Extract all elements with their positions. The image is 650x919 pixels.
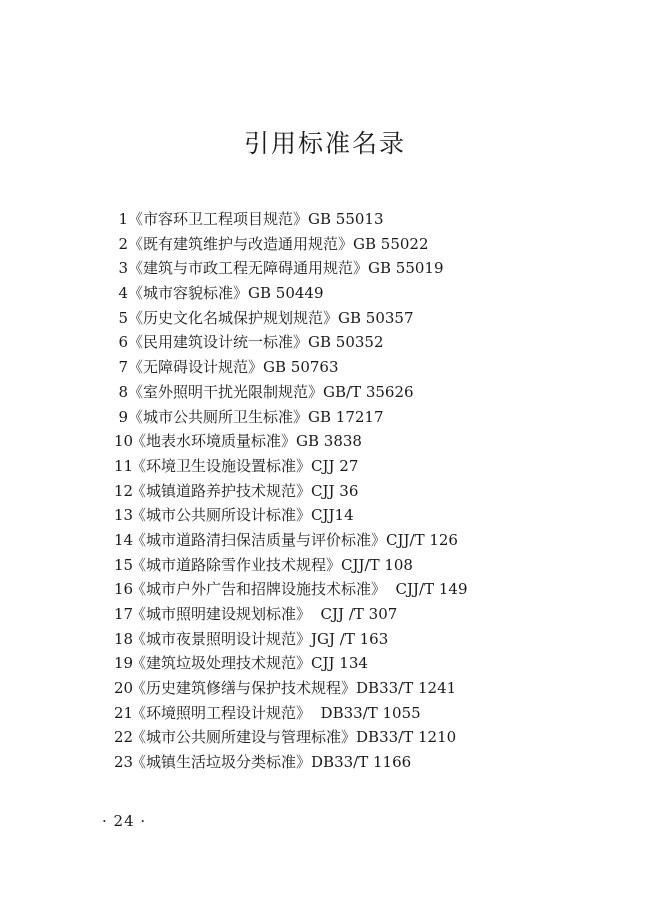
reference-number: 11 (114, 456, 134, 475)
reference-number: 20 (114, 679, 134, 698)
reference-code: GB 55022 (353, 234, 429, 253)
reference-item (114, 207, 468, 232)
reference-title: 《城镇生活垃圾分类标准》 (131, 753, 312, 772)
reference-title: 《民用建筑设计统一标准》 (128, 333, 309, 352)
reference-item (114, 676, 468, 701)
reference-item (114, 577, 468, 602)
reference-code: CJJ/T 149 (386, 580, 468, 599)
reference-title: 《历史建筑修缮与保护技术规程》 (131, 679, 357, 698)
reference-item (114, 479, 468, 504)
reference-title: 《城镇道路养护技术规范》 (131, 481, 312, 500)
reference-item (114, 232, 468, 257)
reference-code: DB33/T 1166 (311, 753, 412, 772)
reference-title: 《市容环卫工程项目规范》 (128, 210, 309, 228)
reference-item (114, 256, 468, 281)
reference-item (114, 627, 468, 652)
reference-item (114, 750, 468, 775)
reference-number: 23 (114, 753, 134, 772)
reference-number: 2 (118, 234, 128, 253)
reference-number: 15 (114, 555, 134, 574)
reference-number: 17 (114, 605, 134, 623)
reference-code: GB 55019 (368, 259, 444, 278)
reference-code: CJJ/T 108 (341, 555, 413, 574)
reference-code: DB33/T 1055 (311, 703, 421, 722)
reference-item (114, 701, 468, 726)
reference-title: 《城市公共厕所卫生标准》 (128, 407, 309, 426)
reference-item (114, 281, 468, 306)
reference-code: GB/T 35626 (323, 382, 414, 401)
reference-title: 《既有建筑维护与改造通用规范》 (128, 234, 354, 253)
reference-number: 19 (114, 654, 134, 673)
reference-item (114, 330, 468, 355)
reference-number: 10 (114, 432, 134, 451)
reference-item (114, 405, 468, 430)
reference-number: 18 (114, 629, 134, 648)
reference-number: 9 (118, 407, 128, 426)
reference-title: 《城市容貌标准》 (128, 284, 249, 303)
reference-title: 《室外照明干扰光限制规范》 (128, 382, 324, 401)
reference-code: CJJ14 (311, 506, 354, 525)
reference-number: 13 (114, 506, 134, 525)
reference-number: 14 (114, 530, 134, 549)
reference-title: 《建筑与市政工程无障碍通用规范》 (128, 259, 369, 278)
reference-item (114, 651, 468, 676)
reference-title: 《城市夜景照明设计规范》 (131, 629, 312, 648)
reference-item (114, 528, 468, 553)
reference-code: GB 50449 (248, 284, 324, 303)
reference-code: GB 50763 (263, 358, 339, 377)
reference-title: 《城市道路除雪作业技术规程》 (131, 555, 342, 574)
page-title: 引用标准名录 (243, 129, 406, 158)
reference-item (114, 553, 468, 578)
reference-title: 《环境照明工程设计规范》 (131, 703, 312, 722)
reference-item (114, 306, 468, 331)
reference-title: 《环境卫生设施设置标准》 (131, 456, 312, 475)
reference-code: GB 55013 (308, 210, 384, 228)
reference-code: GB 17217 (308, 407, 384, 426)
reference-code: CJJ/T 126 (386, 530, 458, 549)
reference-code: CJJ 134 (311, 654, 368, 673)
reference-number: 21 (114, 703, 134, 722)
reference-number: 3 (118, 259, 128, 278)
reference-number: 5 (118, 308, 128, 327)
reference-code: GB 50357 (338, 308, 414, 327)
reference-list (114, 207, 468, 775)
reference-number: 22 (114, 728, 134, 747)
reference-code: CJJ /T 307 (311, 605, 398, 623)
reference-item (114, 380, 468, 405)
reference-number: 8 (118, 382, 128, 401)
reference-title: 《城市道路清扫保洁质量与评价标准》 (131, 530, 387, 549)
reference-title: 《城市公共厕所建设与管理标准》 (131, 728, 357, 747)
reference-code: DB33/T 1241 (356, 679, 457, 698)
reference-item (114, 503, 468, 528)
reference-code: JGJ /T 163 (311, 629, 389, 648)
reference-title: 《城市户外广告和招牌设施技术标准》 (131, 580, 387, 599)
reference-number: 1 (118, 210, 128, 228)
reference-title: 《城市照明建设规划标准》 (131, 605, 312, 623)
reference-title: 《无障碍设计规范》 (128, 358, 264, 377)
reference-code: CJJ 36 (311, 481, 359, 500)
reference-code: GB 3838 (296, 432, 362, 451)
reference-item (114, 454, 468, 479)
reference-title: 《地表水环境质量标准》 (131, 432, 297, 451)
reference-title: 《历史文化名城保护规划规范》 (128, 308, 339, 327)
reference-title: 《建筑垃圾处理技术规范》 (131, 654, 312, 673)
reference-title: 《城市公共厕所设计标准》 (131, 506, 312, 525)
reference-number: 6 (118, 333, 128, 352)
page-number: · 24 · (102, 812, 147, 830)
reference-item (114, 602, 468, 627)
reference-item (114, 725, 468, 750)
reference-number: 7 (118, 358, 128, 377)
reference-code: DB33/T 1210 (356, 728, 457, 747)
reference-number: 12 (114, 481, 134, 500)
reference-number: 4 (118, 284, 128, 303)
reference-code: CJJ 27 (311, 456, 359, 475)
reference-number: 16 (114, 580, 134, 599)
reference-code: GB 50352 (308, 333, 384, 352)
reference-item (114, 429, 468, 454)
reference-item (114, 355, 468, 380)
